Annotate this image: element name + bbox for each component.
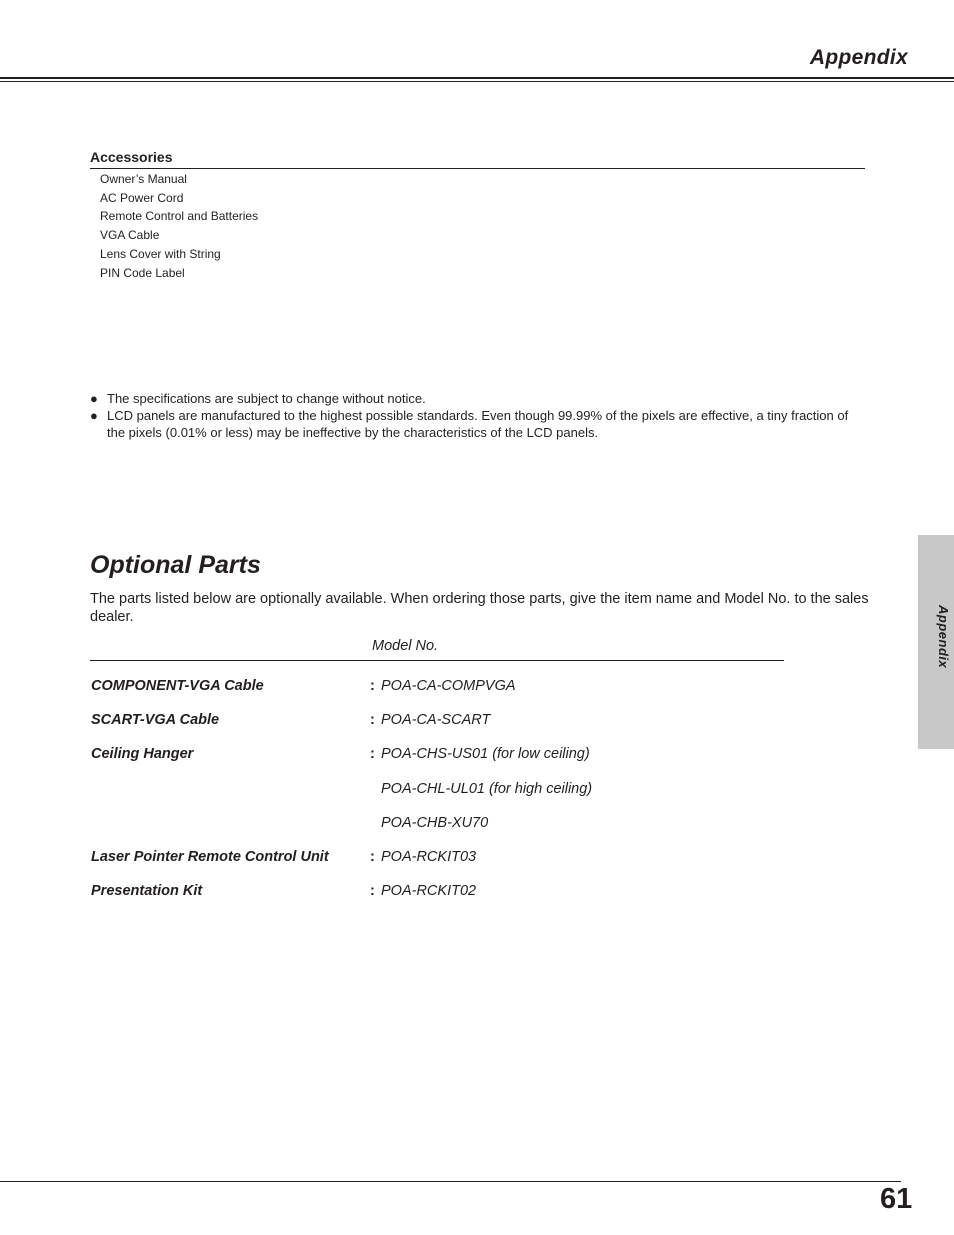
part-name: Presentation Kit	[91, 883, 203, 900]
parts-table-rule	[90, 660, 784, 661]
side-tab-label: Appendix	[936, 605, 951, 669]
optional-parts-intro: The parts listed below are optionally available. When ordering those parts, give the item name and Model No. to the sales dealer.	[90, 591, 869, 625]
accessory-item: PIN Code Label	[100, 265, 185, 280]
part-colon: :	[370, 712, 375, 729]
note-item	[90, 390, 850, 407]
note-text: The specifications are subject to change without notice.	[107, 391, 426, 406]
note-item	[90, 407, 850, 441]
accessory-item: VGA Cable	[100, 228, 160, 243]
part-row	[91, 883, 791, 917]
bullet-icon: ●	[90, 408, 98, 423]
accessory-item: Lens Cover with String	[100, 246, 221, 261]
part-colon: :	[370, 678, 375, 694]
part-name: COMPONENT-VGA Cable	[91, 678, 264, 694]
part-row	[91, 815, 791, 849]
page-header-title: Appendix	[809, 46, 908, 69]
accessories-list	[100, 170, 258, 282]
header-rule	[0, 77, 954, 79]
side-tab	[918, 535, 954, 749]
part-row	[91, 746, 791, 780]
part-name: Ceiling Hanger	[91, 746, 194, 763]
part-model: POA-CA-COMPVGA	[381, 678, 516, 694]
part-row	[91, 849, 791, 883]
accessories-heading: Accessories	[90, 149, 173, 165]
note-text: LCD panels are manufactured to the highest possible standards. Even though 99.99% of the pixels are effective, a tiny fraction of the pixels (0.01% or less) may be ineffective by the characteristics of the LCD panels.	[107, 408, 849, 440]
part-model: POA-CA-SCART	[381, 712, 491, 729]
part-name: SCART-VGA Cable	[91, 712, 220, 729]
part-row	[91, 712, 791, 746]
part-row	[91, 781, 791, 815]
footer-rule	[0, 1181, 901, 1182]
part-colon: :	[370, 848, 375, 865]
accessory-item: Remote Control and Batteries	[100, 209, 259, 224]
part-model: POA-CHB-XU70	[381, 814, 489, 831]
part-model: POA-RCKIT03	[381, 848, 477, 865]
accessory-item: AC Power Cord	[100, 190, 184, 205]
header-rule-thin	[0, 81, 954, 82]
part-name: Laser Pointer Remote Control Unit	[91, 848, 329, 865]
bullet-icon: ●	[90, 391, 98, 406]
part-colon: :	[370, 883, 375, 900]
accessories-rule	[90, 168, 865, 169]
part-model: POA-RCKIT02	[381, 883, 477, 900]
parts-table	[91, 678, 791, 917]
part-model: POA-CHL-UL01 (for high ceiling)	[381, 780, 593, 797]
part-colon: :	[370, 746, 375, 763]
page-number: 61	[880, 1183, 913, 1215]
notes	[90, 390, 850, 441]
accessory-item: Owner’s Manual	[100, 172, 187, 186]
part-row	[91, 678, 791, 712]
part-model: POA-CHS-US01 (for low ceiling)	[381, 746, 590, 763]
optional-parts-title: Optional Parts	[90, 551, 261, 579]
model-number-header: Model No.	[372, 638, 439, 654]
